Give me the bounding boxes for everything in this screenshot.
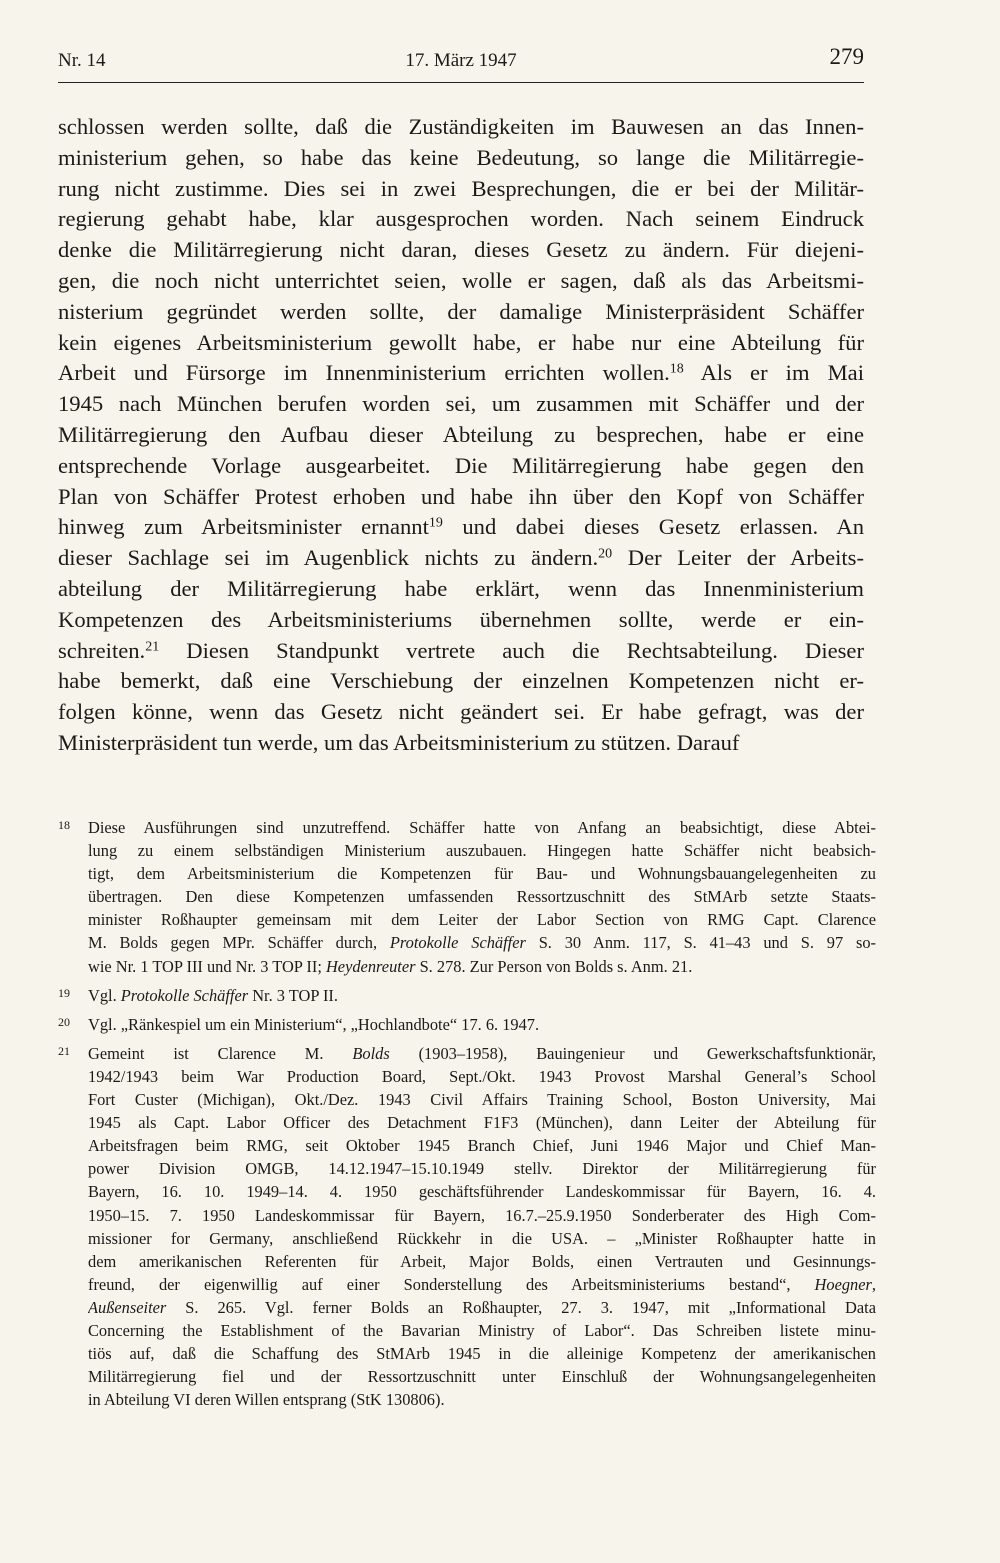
text-segment: Ministerpräsident tun werde, um das Arbeitsministerium zu stützen. Darauf [58, 729, 740, 755]
footnote [58, 984, 876, 1007]
text-segment: Militärregierung fiel und der Ressortzuschnitt unter Einschluß der Wohnungsangelegenheiten [88, 1367, 876, 1387]
text-segment: S. 30 Anm. 117, S. 41–43 und S. 97 so- [525, 933, 876, 953]
footnote-line [88, 955, 876, 978]
footnote-line [88, 1204, 876, 1227]
text-segment: 1950–15. 7. 1950 Landeskommissar für Bayern, 16.7.–25.9.1950 Sonderberater des High Com- [88, 1205, 876, 1225]
text-line [58, 297, 864, 328]
footnote-line [88, 1042, 876, 1065]
text-line [58, 728, 864, 759]
text-segment: entsprechende Vorlage ausgearbeitet. Die Militärregierung habe gegen den [58, 452, 864, 478]
footnote-line [88, 1180, 876, 1203]
text-line [58, 143, 864, 174]
citation-italic: Außenseiter [88, 1297, 167, 1317]
footnote-marker: 18 [58, 818, 70, 832]
footnote-line [88, 1273, 876, 1296]
footnote-line [88, 1250, 876, 1273]
citation-italic: Hoegner [814, 1274, 872, 1294]
text-segment: regierung gehabt habe, klar ausgesprochen worden. Nach seinem Eindruck [58, 206, 864, 232]
text-segment: dieser Sachlage sei im Augenblick nichts zu ändern. [58, 545, 599, 571]
text-segment: Arbeit und Fürsorge im Innenministerium errichten wollen. [58, 360, 670, 386]
footnote-line [88, 984, 876, 1007]
text-segment: lung zu einem selbständigen Ministerium auszubauen. Hingegen hatte Schäffer nicht beabsich- [88, 841, 876, 861]
footnote-line [88, 1365, 876, 1388]
header-rule [58, 82, 864, 83]
text-segment: schreiten. [58, 637, 146, 663]
text-segment: (1903–1958), Bauingenieur und Gewerkschaftsfunktionär, [389, 1043, 876, 1063]
text-segment: übertragen. Den diese Kompetenzen umfassenden Ressortzuschnitt des StMArb setzte Staats- [88, 887, 876, 907]
footnote [58, 1013, 876, 1036]
text-segment: Diese Ausführungen sind unzutreffend. Schäffer hatte von Anfang an beabsichtigt, diese Abtei- [88, 818, 876, 837]
text-segment: rung nicht zustimme. Dies sei in zwei Besprechungen, die er bei der Militär- [58, 175, 864, 201]
text-segment: denke die Militärregierung nicht daran, dieses Gesetz zu ändern. Für diejeni- [58, 237, 864, 263]
text-segment: nisterium gegründet werden sollte, der damalige Ministerpräsident Schäffer [58, 298, 864, 324]
text-segment: 1945 als Capt. Labor Officer des Detachment F1F3 (München), dann Leiter der Abteilung für [88, 1113, 876, 1133]
footnote-marker: 21 [58, 1043, 70, 1058]
text-line [58, 266, 864, 297]
citation-italic: Protokolle Schäffer [389, 933, 526, 953]
text-line [58, 358, 864, 389]
text-segment: Nr. 3 TOP II. [248, 985, 338, 1005]
text-segment: Der Leiter der Arbeits- [612, 545, 864, 571]
text-segment: und dabei dieses Gesetz erlassen. An [442, 514, 864, 540]
text-segment: ministerium gehen, so habe das keine Bedeutung, so lange die Militärregie- [58, 144, 864, 170]
text-segment: habe bemerkt, daß eine Verschiebung der einzelnen Kompetenzen nicht er- [58, 668, 864, 694]
footnote-line [88, 1088, 876, 1111]
citation-italic: Heydenreuter [325, 956, 416, 976]
footnote [58, 1042, 876, 1412]
footnote-line [88, 1065, 876, 1088]
text-segment: Bayern, 16. 10. 1949–14. 4. 1950 geschäftsführender Landeskommissar für Bayern, 16. 4. [88, 1182, 876, 1202]
page-number: 279 [829, 44, 864, 69]
footnote-reference: 19 [428, 515, 443, 531]
text-segment: Fort Custer (Michigan), Okt./Dez. 1943 Civil Affairs Training School, Boston University, Mai [88, 1090, 876, 1110]
text-segment: Vgl. „Ränkespiel um ein Ministerium“, „Hochlandbote“ 17. 6. 1947. [88, 1014, 540, 1034]
footnote-line [88, 1227, 876, 1250]
text-segment: Als er im Mai [683, 360, 864, 386]
text-segment: Militärregierung den Aufbau dieser Abteilung zu besprechen, habe er eine [58, 421, 864, 447]
footnote-marker: 20 [58, 1014, 70, 1029]
text-line [58, 328, 864, 359]
footnote-line [88, 1134, 876, 1157]
footnote-line [88, 1319, 876, 1342]
text-segment: Diesen Standpunkt vertrete auch die Rechtsabteilung. Dieser [159, 637, 864, 663]
footnote-reference: 18 [669, 361, 684, 377]
citation-italic: Bolds [352, 1043, 390, 1063]
text-segment: hinweg zum Arbeitsminister ernannt [58, 514, 429, 540]
text-segment: S. 278. Zur Person von Bolds s. Anm. 21. [415, 956, 693, 976]
footnote-line [88, 908, 876, 931]
main-text [58, 112, 864, 759]
text-line [58, 420, 864, 451]
text-segment: tigt, dem Arbeitsministerium die Kompetenzen für Bau- und Wohnungsbauangelegenheiten zu [88, 864, 876, 884]
footnote-line [88, 816, 876, 839]
text-segment: , [871, 1274, 876, 1294]
text-line [58, 543, 864, 574]
text-line [58, 204, 864, 235]
footnotes [58, 816, 876, 1417]
page-header [58, 44, 864, 78]
text-segment: missioner for Germany, anschließend Rückkehr in die USA. – „Minister Roßhaupter hatte in [88, 1228, 876, 1248]
text-segment: folgen könne, wenn das Gesetz nicht geändert sei. Er habe gefragt, was der [58, 699, 864, 725]
text-line [58, 512, 864, 543]
text-line [58, 574, 864, 605]
footnote-line [88, 1111, 876, 1134]
citation-italic: Protokolle Schäffer [120, 985, 249, 1005]
text-segment: kein eigenes Arbeitsministerium gewollt habe, er habe nur eine Abteilung für [58, 329, 864, 355]
footnote-line [88, 1157, 876, 1180]
footnote-line [88, 1388, 876, 1411]
text-segment: tiös auf, daß die Schaffung des StMArb 1945 in die alleinige Kompetenz der amerikanischen [88, 1344, 876, 1364]
text-line [58, 112, 864, 143]
footnote [58, 816, 876, 978]
footnote-reference: 20 [598, 546, 613, 562]
footnote-line [88, 1342, 876, 1365]
text-segment: Gemeint ist Clarence M. [88, 1043, 353, 1063]
text-segment: in Abteilung VI deren Willen entsprang (StK 130806). [88, 1390, 445, 1410]
footnote-line [88, 1296, 876, 1319]
text-segment: gen, die noch nicht unterrichtet seien, wolle er sagen, daß als das Arbeitsmi- [58, 267, 864, 293]
text-segment: Arbeitsfragen beim RMG, seit Oktober 1945 Branch Chief, Juni 1946 Major und Chief Man- [88, 1136, 876, 1156]
footnote-line [88, 931, 876, 954]
text-segment: S. 265. Vgl. ferner Bolds an Roßhaupter, 27. 3. 1947, mit „Informational Data [166, 1297, 876, 1317]
text-segment: Concerning the Establishment of the Bavarian Ministry of Labor“. Das Schreiben listete minu- [88, 1320, 876, 1340]
text-line [58, 605, 864, 636]
footnote-line [88, 839, 876, 862]
text-segment: freund, der eigenwillig auf einer Sonderstellung des Arbeitsministeriums bestand“, [88, 1274, 815, 1294]
text-line [58, 666, 864, 697]
text-segment: minister Roßhaupter gemeinsam mit dem Leiter der Labor Section von RMG Capt. Clarence [88, 910, 876, 930]
text-line [58, 697, 864, 728]
text-segment: 1945 nach München berufen worden sei, um zusammen mit Schäffer und der [58, 391, 864, 417]
footnote-line [88, 1013, 876, 1036]
text-line [58, 389, 864, 420]
text-line [58, 636, 864, 667]
text-segment: dem amerikanischen Referenten für Arbeit, Major Bolds, einen Vertrauten und Gesinnungs- [88, 1251, 876, 1271]
footnote-line [88, 885, 876, 908]
text-segment: abteilung der Militärregierung habe erklärt, wenn das Innenministerium [58, 575, 864, 601]
protocol-number: Nr. 14 [58, 50, 106, 71]
text-line [58, 451, 864, 482]
meeting-date: 17. März 1947 [405, 50, 517, 71]
text-segment: Plan von Schäffer Protest erhoben und habe ihn über den Kopf von Schäffer [58, 483, 864, 509]
text-segment: schlossen werden sollte, daß die Zuständigkeiten im Bauwesen an das Innen- [58, 114, 864, 139]
text-segment: 1942/1943 beim War Production Board, Sept./Okt. 1943 Provost Marshal General’s School [88, 1066, 876, 1086]
text-segment: Vgl. [88, 985, 121, 1005]
footnote-reference: 21 [145, 638, 160, 654]
text-segment: Kompetenzen des Arbeitsministeriums übernehmen sollte, werde er ein- [58, 606, 864, 632]
footnote-line [88, 862, 876, 885]
text-line [58, 174, 864, 205]
text-line [58, 235, 864, 266]
text-line [58, 482, 864, 513]
footnote-marker: 19 [58, 985, 70, 1000]
text-segment: wie Nr. 1 TOP III und Nr. 3 TOP II; [88, 956, 326, 976]
text-segment: power Division OMGB, 14.12.1947–15.10.1949 stellv. Direktor der Militärregierung für [88, 1159, 876, 1179]
text-segment: M. Bolds gegen MPr. Schäffer durch, [88, 933, 390, 953]
